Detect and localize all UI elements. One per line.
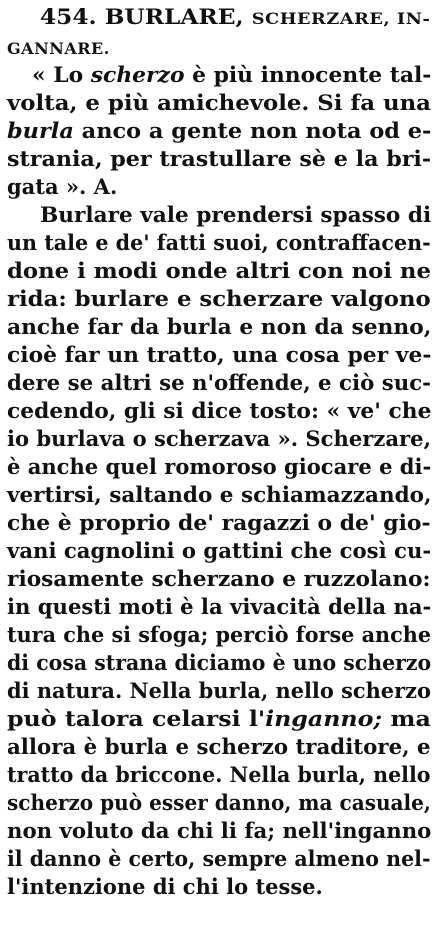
body-line	[7, 622, 431, 648]
entry-synonyms-cont: GANNARE.	[7, 39, 110, 58]
text-run: strania, per trastullare sè e la bri-	[7, 146, 432, 171]
body-line	[7, 510, 431, 536]
body-line	[40, 202, 431, 228]
quote-line	[7, 90, 431, 116]
text-run: è più innocente tal-	[184, 62, 432, 87]
body-line	[7, 818, 431, 844]
body-line	[7, 230, 431, 256]
text-run: riosamente scherzano e ruzzolano:	[7, 566, 431, 591]
body-line	[7, 874, 323, 900]
quote-line	[7, 118, 431, 144]
body-line	[7, 426, 431, 452]
text-run: vani cagnolini o gattini che così cu-	[7, 538, 432, 563]
entry-heading-continuation	[7, 34, 110, 62]
body-line	[7, 762, 431, 788]
text-run: anche far da burla e non da senno,	[7, 314, 432, 339]
text-run: anco a gente non nota od e-	[73, 118, 432, 143]
text-run: gata ». A.	[7, 174, 118, 199]
text-run: io burlava o scherzava ». Scherzare,	[7, 426, 431, 451]
text-run: non voluto da chi li fa; nell'inganno	[7, 818, 432, 843]
body-line	[7, 482, 431, 508]
entry-number: 454.	[40, 4, 97, 29]
body-line	[7, 370, 431, 396]
text-run: dere se altri se n'offende, e ciò suc-	[7, 370, 432, 395]
text-run: rida: burlare e scherzare valgono	[7, 286, 431, 311]
body-line	[7, 734, 431, 760]
text-run: scherzo può esser danno, ma casuale,	[7, 790, 431, 815]
text-run: allora è burla e scherzo traditore, e	[7, 734, 431, 759]
text-run: è anche quel romoroso giocare e di-	[7, 454, 432, 479]
text-run: cedendo, gli si dice tosto: « ve' che	[7, 398, 432, 423]
text-run: di natura. Nella burla, nello scherzo	[7, 678, 431, 703]
text-run: un tale e de' fatti suoi, contraffacen-	[7, 230, 431, 255]
body-line	[7, 538, 431, 564]
text-run: l'intenzione di chi lo tesse.	[7, 874, 323, 899]
text-run: « Lo	[32, 62, 91, 87]
text-run: di cosa strana diciamo è uno scherzo	[7, 650, 432, 675]
entry-synonyms: SCHERZARE, IN-	[251, 9, 431, 28]
text-run: done i modi onde altri con noi ne	[7, 258, 431, 283]
body-line	[7, 258, 431, 284]
text-run: il danno è certo, sempre almeno nel-	[7, 846, 431, 871]
body-line	[7, 706, 431, 732]
body-line	[7, 846, 431, 872]
body-line	[7, 594, 431, 620]
text-run: volta, e più amichevole. Si fa una	[7, 90, 431, 115]
text-run: tura che si sfoga; perciò forse anche	[7, 622, 432, 647]
italic-run: burla	[7, 118, 74, 143]
text-run: può talora celarsi l'	[7, 706, 266, 731]
italic-run: inganno;	[265, 706, 383, 731]
entry-heading	[40, 4, 430, 32]
quote-line	[32, 62, 431, 88]
text-run: che è proprio de' ragazzi o de' gio-	[7, 510, 431, 535]
text-run: cioè far un tratto, una cosa per ve-	[7, 342, 432, 367]
text-run: in questi moti è la vivacità della na-	[7, 594, 432, 619]
text-run: tratto da briccone. Nella burla, nello	[7, 762, 431, 787]
body-line	[7, 314, 431, 340]
body-line	[7, 454, 431, 480]
italic-run: scherzo	[90, 62, 185, 87]
body-line	[7, 342, 431, 368]
text-run: Burlare vale prendersi spasso di	[40, 202, 432, 227]
quote-line	[7, 174, 117, 200]
quote-line	[7, 146, 431, 172]
body-line	[7, 650, 431, 676]
body-line	[7, 286, 431, 312]
text-run: ma	[382, 706, 431, 731]
body-line	[7, 678, 431, 704]
entry-headword: BURLARE,	[104, 4, 244, 29]
body-line	[7, 566, 431, 592]
body-line	[7, 790, 431, 816]
text-run: vertirsi, saltando e schiamazzando,	[7, 482, 432, 507]
body-line	[7, 398, 431, 424]
